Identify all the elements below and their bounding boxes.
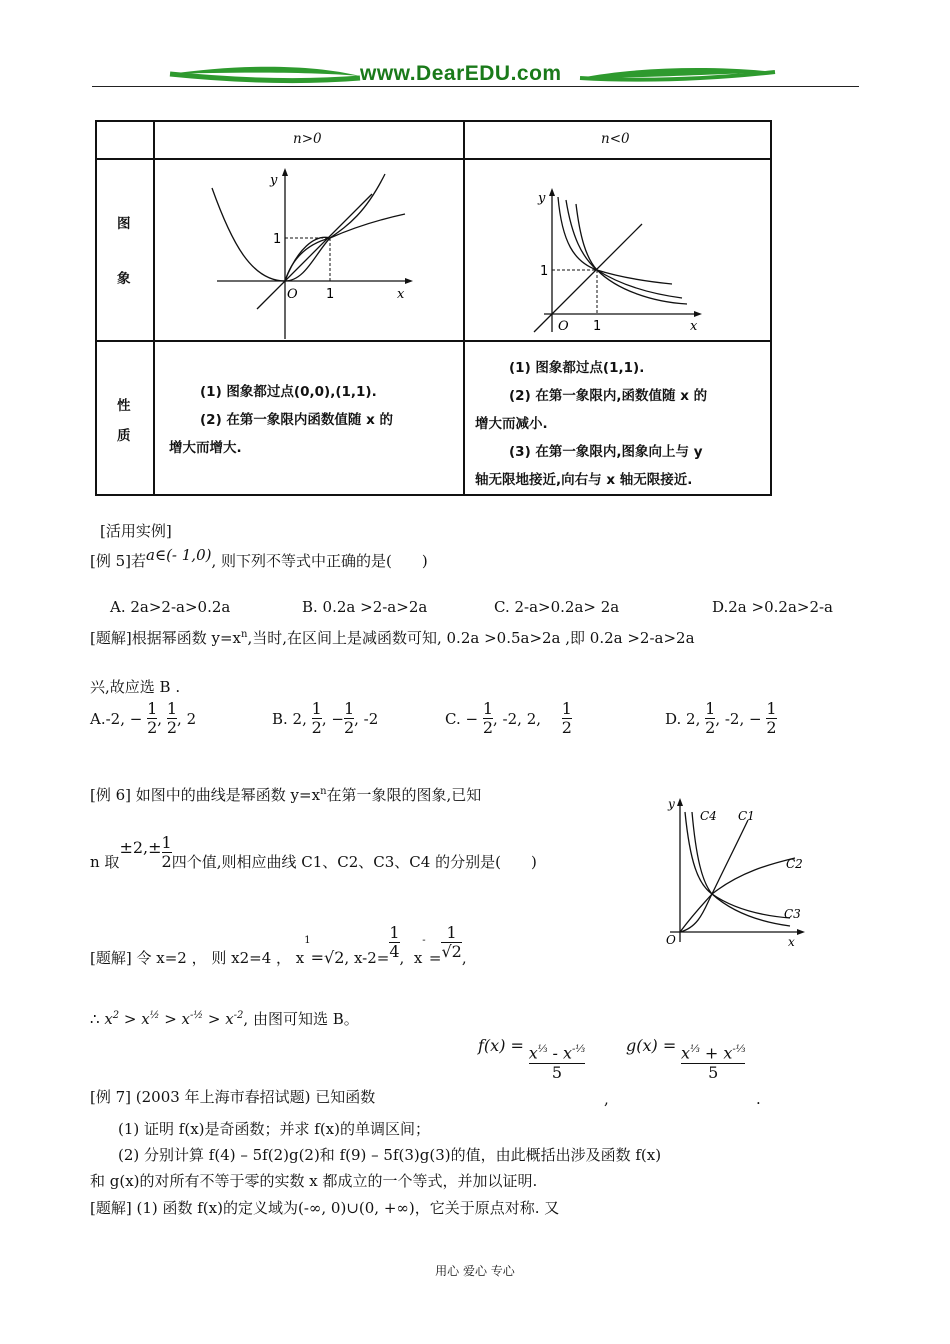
ex5-question [90, 546, 428, 571]
ex5-prefix: [例 5]若 [90, 552, 147, 570]
origin-label-neg: O [558, 319, 569, 334]
pos-prop-3: 增大而增大. [169, 440, 242, 456]
frac-half: $\frac{1}{2}$ [766, 699, 777, 738]
ex7-q2a: (2) 分别计算 f(4) – 5f(2)g(2)和 f(9) – 5f(3)g(3)的值，由此概括出涉及函数 f(x) [118, 1146, 662, 1164]
ex7-q2b: 和 g(x)的对所有不等于零的实数 x 都成立的一个等式，并加以证明. [90, 1172, 538, 1190]
ex5-option-a: A. 2a>2-a>0.2a [110, 598, 231, 616]
tick-y1-neg: 1 [540, 264, 549, 279]
frac-quarter: $\frac{1}{4}$ [389, 923, 400, 962]
ex5-suffix: , 则下列不等式中正确的是( ) [211, 552, 428, 570]
ex6-graph [640, 792, 810, 952]
ex5-solution-1: [题解]根据幂函数 $y=x^n$,当时,在区间上是减函数可知, 0.2a >0.5a>2a ,即 0.2a >2-a>2a [90, 629, 695, 647]
col-header-pos: n>0 [293, 131, 322, 147]
ex6-solution: [题解] 令 x=2 ， 则 x2=4 ， $x^1=√2$, x-2= $\frac{1}{4}$ , x- = $\frac{1}{√2}$ , [90, 923, 467, 967]
ex6-question-2: n 取±2,± $\frac{1}{2}$ 四个值,则相应曲线 C1、C2、C3、C4 的分别是( ) [90, 833, 537, 872]
ex7-period: . [756, 1090, 761, 1108]
row-label-graph-1: 图 [117, 216, 131, 232]
ex6-conclusion: ∴ $x^2 > x^{\frac{1}{2}} > x^{-\frac{1}{2}} > x^{-2}$, 由图可知选 B。 [90, 1010, 359, 1028]
frac-half: $\frac{1}{2}$ [343, 699, 355, 738]
choice-b: B. 2, $\frac{1}{2}$ , − $\frac{1}{2}$ , -2 [272, 699, 379, 738]
pos-prop-1: (1) 图象都过点(0,0),(1,1). [200, 384, 377, 400]
axis-label-y-pos: y [270, 173, 278, 188]
section-title: [活用实例] [100, 522, 172, 540]
neg-prop-4: (3) 在第一象限内,图象向上与 y [509, 444, 703, 460]
power-function-table [95, 120, 772, 496]
graph-positive-n [197, 164, 427, 342]
row-label-graph-2: 象 [117, 271, 131, 287]
frac-half: $\frac{1}{2}$ [561, 699, 572, 738]
ex7-title: [例 7] (2003 年上海市春招试题) 已知函数 [90, 1088, 376, 1106]
axis-label-x-neg: x [690, 319, 698, 334]
curve-label-c3: C3 [784, 907, 801, 921]
frac-half: $\frac{1}{2}$ [166, 699, 178, 738]
ex5-option-c: C. 2-a>0.2a> 2a [494, 598, 620, 616]
frac-inv-sqrt2: $\frac{1}{√2}$ [441, 923, 462, 962]
neg-prop-5: 轴无限地接近,向右与 x 轴无限接近. [475, 472, 693, 488]
origin-label-pos: O [287, 287, 298, 302]
curve-label-c4: C4 [700, 809, 717, 823]
frac-half: $\frac{1}{2}$ [311, 699, 322, 738]
choice-d: D. 2, $\frac{1}{2}$ , -2, − $\frac{1}{2}$ [665, 699, 777, 738]
frac-half: $\frac{1}{2}$ [705, 699, 716, 738]
neg-prop-1: (1) 图象都过点(1,1). [509, 360, 645, 376]
axis-label-y-neg: y [538, 191, 546, 206]
header-rule [92, 86, 859, 87]
neg-prop-3: 增大而减小. [475, 416, 548, 432]
pos-prop-2: (2) 在第一象限内函数值随 x 的 [200, 412, 394, 428]
page-footer: 用心 爱心 专心 [435, 1264, 515, 1278]
choice-a: A.-2, − $\frac{1}{2}$ , $\frac{1}{2}$ , 2 [90, 699, 197, 738]
tick-x1-pos: 1 [326, 287, 335, 302]
ex6-question-1: [例 6] 如图中的曲线是幂函数 $y=x^n$在第一象限的图象,已知 [90, 786, 482, 804]
ex5-condition: a∈(- 1,0) [146, 546, 212, 564]
ex6-axis-x: x [788, 935, 795, 949]
tick-x1-neg: 1 [593, 319, 602, 334]
ex7-solution: [题解] (1) 函数 f(x)的定义域为(-∞, 0)∪(0, +∞)，它关于原点对称. 又 [90, 1199, 560, 1217]
curve-label-c1: C1 [738, 809, 755, 823]
curve-label-c2: C2 [786, 857, 803, 871]
ex5-option-b: B. 0.2a >2-a>2a [302, 598, 428, 616]
row-label-prop-1: 性 [117, 398, 131, 414]
frac-half: $\frac{1}{2}$ [147, 699, 158, 738]
ex5-solution-2: 兴,故应选 B . [90, 678, 181, 696]
tick-y1-pos: 1 [273, 232, 282, 247]
frac-half: $\frac{1}{2}$ [161, 833, 172, 872]
row-label-prop-2: 质 [117, 428, 131, 444]
site-logo: www.DearEDU.com [360, 62, 562, 85]
ex7-g-def: g(x) = $\frac{x^{\frac{1}{3}} + x^{-\frac{1}{3}}}{5}$ [626, 1036, 746, 1082]
ex7-f-def: f(x) = $\frac{x^{\frac{1}{3}} - x^{-\frac{1}{3}}}{5}$ [478, 1036, 586, 1082]
ex6-origin: O [666, 933, 676, 947]
graph-negative-n [522, 182, 722, 337]
axis-label-x-pos: x [397, 287, 405, 302]
choice-c: C. − $\frac{1}{2}$ , -2, 2, $\frac{1}{2}$ [445, 699, 572, 738]
ex7-q1: (1) 证明 f(x)是奇函数；并求 f(x)的单调区间； [118, 1120, 430, 1138]
ex7-comma: , [604, 1090, 609, 1108]
neg-prop-2: (2) 在第一象限内,函数值随 x 的 [509, 388, 708, 404]
ex5-option-d: D.2a >0.2a>2-a [712, 598, 834, 616]
ex6-axis-y: y [668, 797, 675, 811]
frac-half: $\frac{1}{2}$ [482, 699, 494, 738]
col-header-neg: n<0 [601, 131, 630, 147]
